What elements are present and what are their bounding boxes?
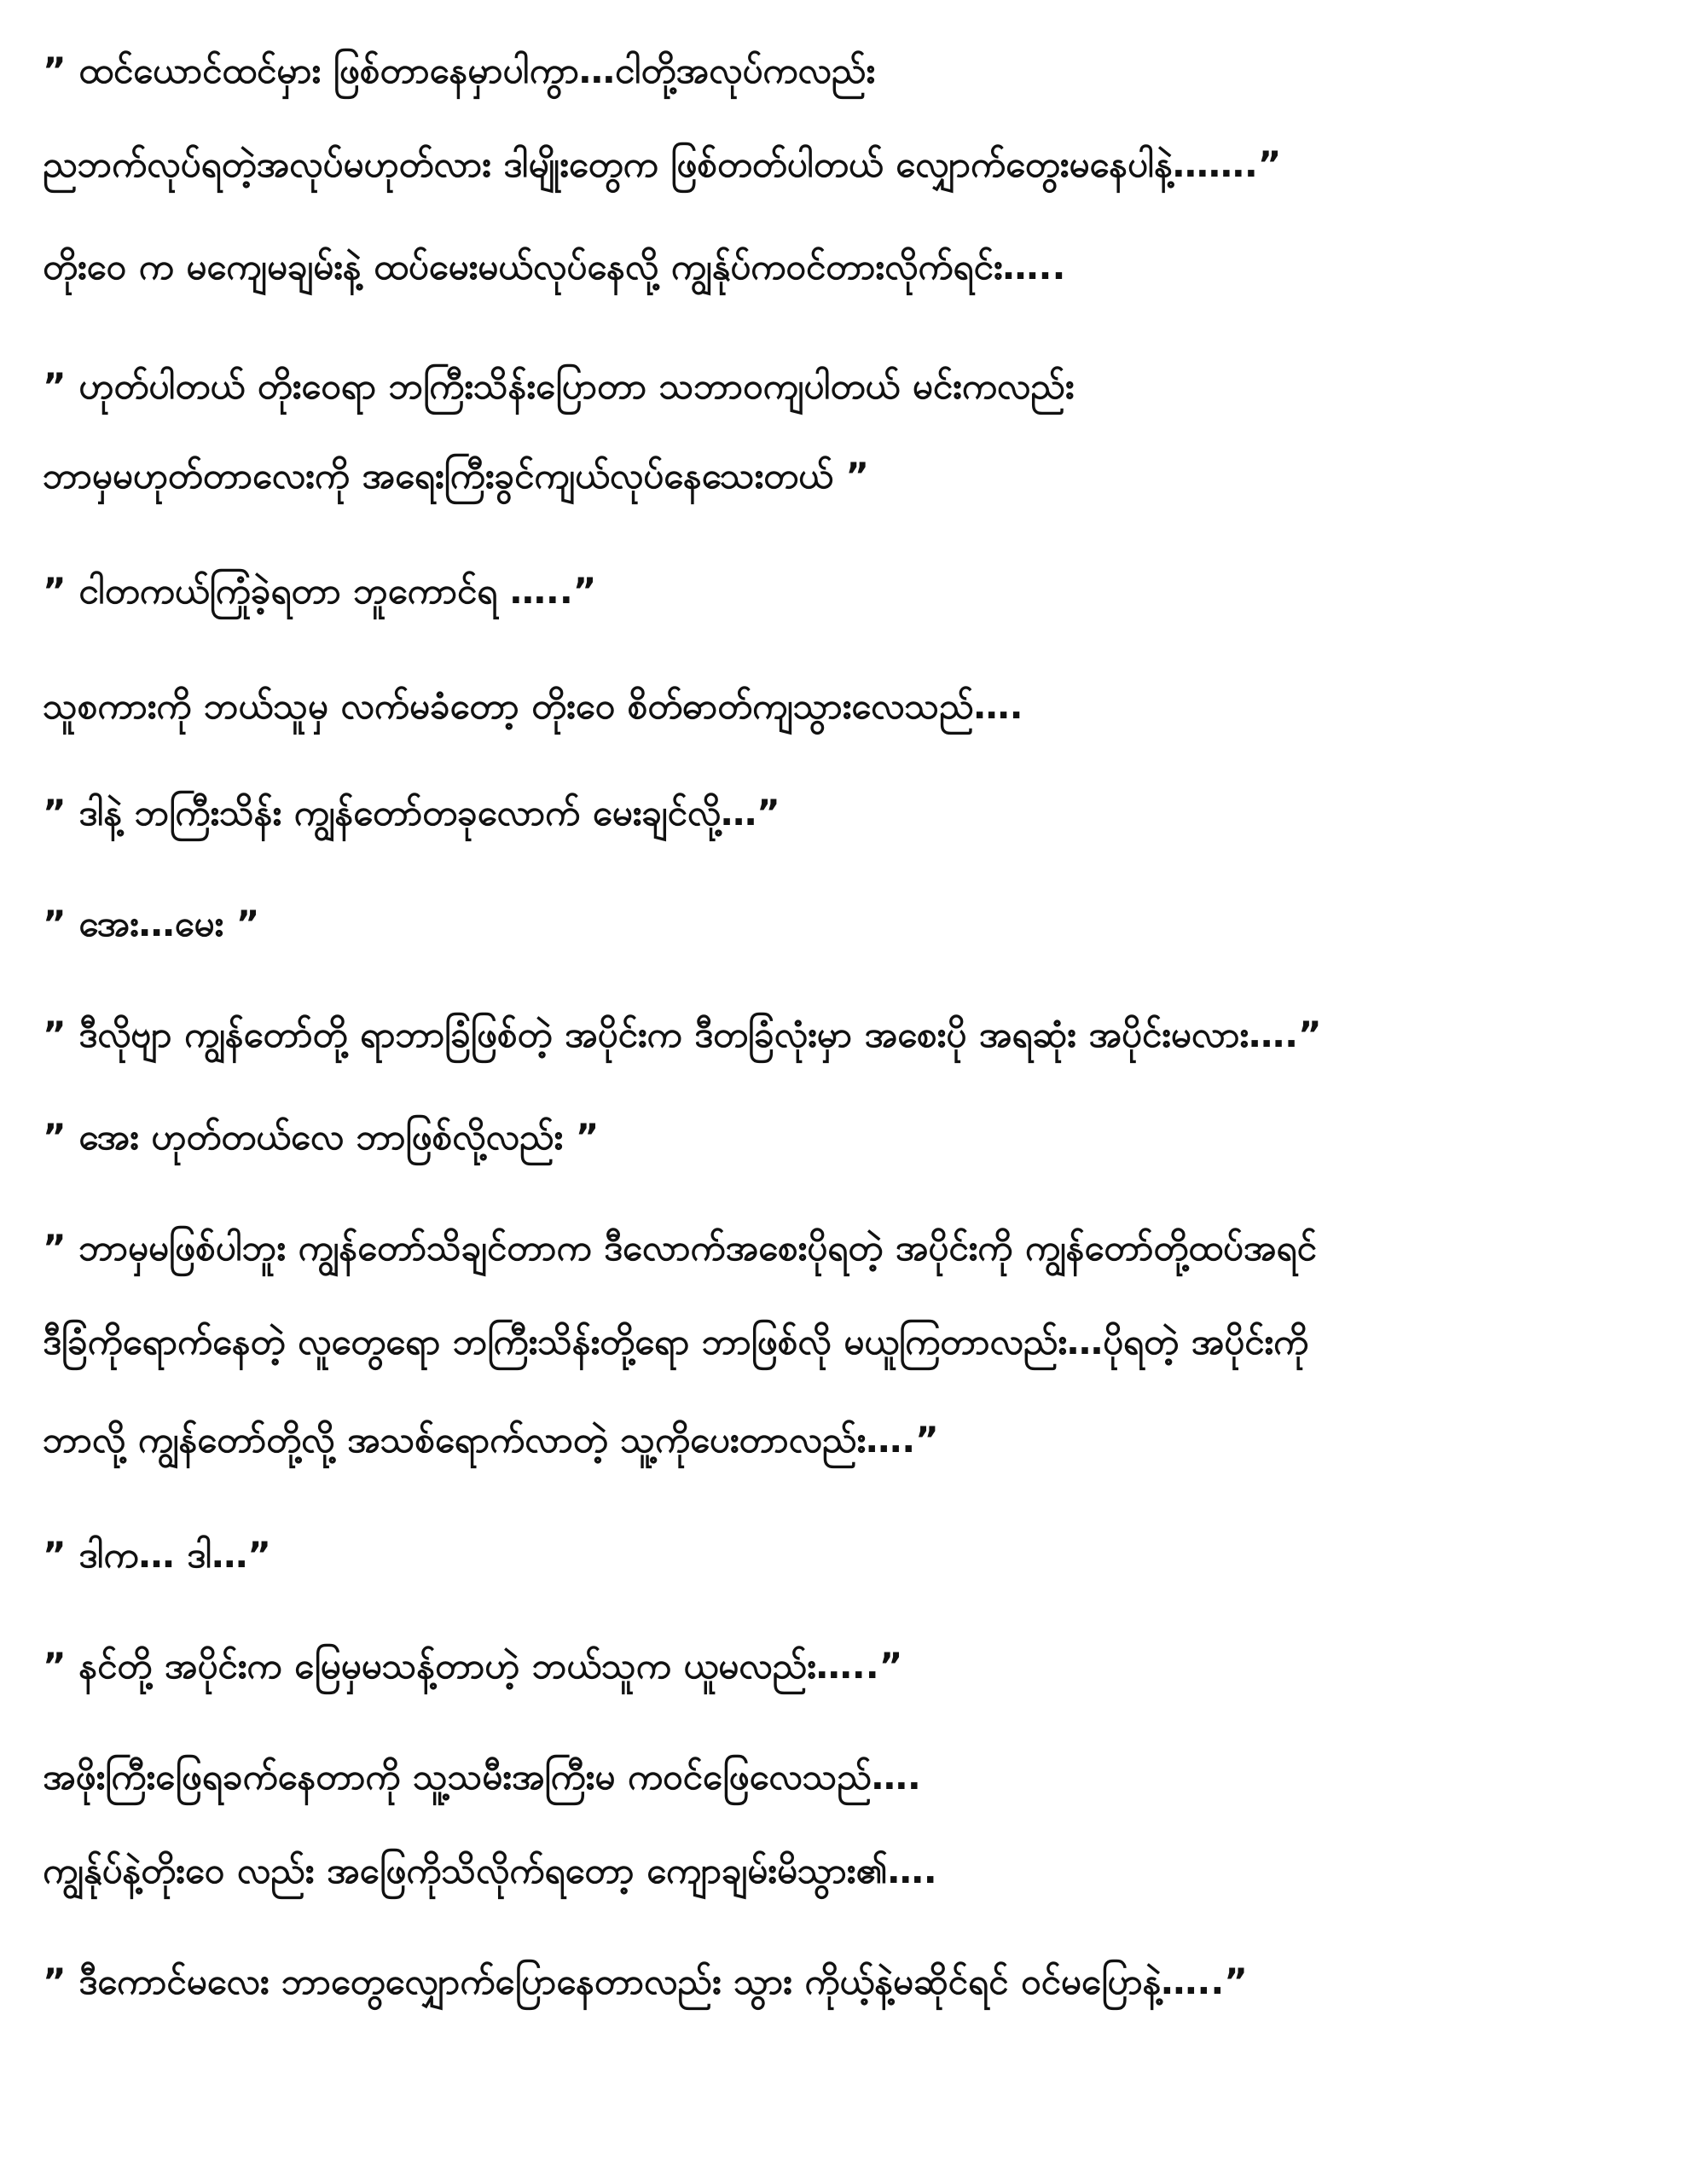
text-line: ” ဟုတ်ပါတယ် တိုးဝေရာ ဘကြီးသိန်းပြောတာ သဘာဝကျပါတယ် မင်းကလည်း xyxy=(43,365,1075,407)
text-line: ” ဒီလိုဗျာ ကျွန်တော်တို့ ရာဘာခြံဖြစ်တဲ့ အပိုင်းက ဒီတခြံလုံးမှာ အစေးပို အရဆုံး အပိုင်းမလား….” xyxy=(43,1014,1322,1055)
text-line: သူစကားကို ဘယ်သူမှ လက်မခံတော့ တိုးဝေ စိတ်ဓာတ်ကျသွားလေသည်…. xyxy=(43,685,1023,727)
text-line: ” အေး ဟုတ်တယ်လေ ဘာဖြစ်လို့လည်း ” xyxy=(43,1116,600,1158)
text-line: ” ထင်ယောင်ထင်မှား ဖြစ်တာနေမှာပါကွာ…ငါတို့အလုပ်ကလည်း xyxy=(43,49,876,91)
text-line: ” အေး…မေး ” xyxy=(43,903,260,944)
text-line: ကျွန်ုပ်နဲ့တိုးဝေ လည်း အဖြေကိုသိလိုက်ရတော့ ကျောချမ်းမိသွား၏…. xyxy=(43,1850,937,1891)
text-line: ” နင်တို့ အပိုင်းက မြေမှမသန့်တာဟဲ့ ဘယ်သူက ယူမလည်း…..” xyxy=(43,1645,903,1687)
text-line: ဘာမှမဟုတ်တာလေးကို အရေးကြီးခွင်ကျယ်လုပ်နေသေးတယ် ” xyxy=(43,455,869,497)
text-line: ” ဘာမှမဖြစ်ပါဘူး ကျွန်တော်သိချင်တာက ဒီလောက်အစေးပိုရတဲ့ အပိုင်းကို ကျွန်တော်တို့ထပ်အရင် xyxy=(43,1227,1317,1269)
text-line: ဒီခြံကိုရောက်နေတဲ့ လူတွေရော ဘကြီးသိန်းတို့ရော ဘာဖြစ်လို မယူကြတာလည်း…ပိုရတဲ့ အပိုင်းကို xyxy=(43,1321,1309,1362)
text-line: ” ဒါက… ဒါ…” xyxy=(43,1534,271,1576)
text-line: တိုးဝေ က မကျေမချမ်းနဲ့ ထပ်မေးမယ်လုပ်နေလို့ ကျွန်ုပ်ကဝင်တားလိုက်ရင်း….. xyxy=(43,246,1066,288)
text-line: ညဘက်လုပ်ရတဲ့အလုပ်မဟုတ်လား ဒါမျိုးတွေက ဖြစ်တတ်ပါတယ် လျှောက်တွေးမနေပါနဲ့…….” xyxy=(43,143,1282,185)
text-line: ” ဒါနဲ့ ဘကြီးသိန်း ကျွန်တော်တခုလောက် မေးချင်လို့…” xyxy=(43,792,780,834)
text-line: ” ဒီကောင်မလေး ဘာတွေလျှောက်ပြောနေတာလည်း သွား ကိုယ့်နဲ့မဆိုင်ရင် ဝင်မပြောနဲ့…..” xyxy=(43,1960,1248,2002)
text-line: အဖိုးကြီးဖြေရခက်နေတာကို သူ့သမီးအကြီးမ ကဝင်ဖြေလေသည်…. xyxy=(43,1756,921,1798)
text-line: ” ငါတကယ်ကြုံခဲ့ရတာ ဘူကောင်ရ …..” xyxy=(43,570,597,612)
text-line: ဘာလို့ ကျွန်တော်တို့လို့ အသစ်ရောက်လာတဲ့ သူ့ကိုပေးတာလည်း….” xyxy=(43,1419,939,1461)
